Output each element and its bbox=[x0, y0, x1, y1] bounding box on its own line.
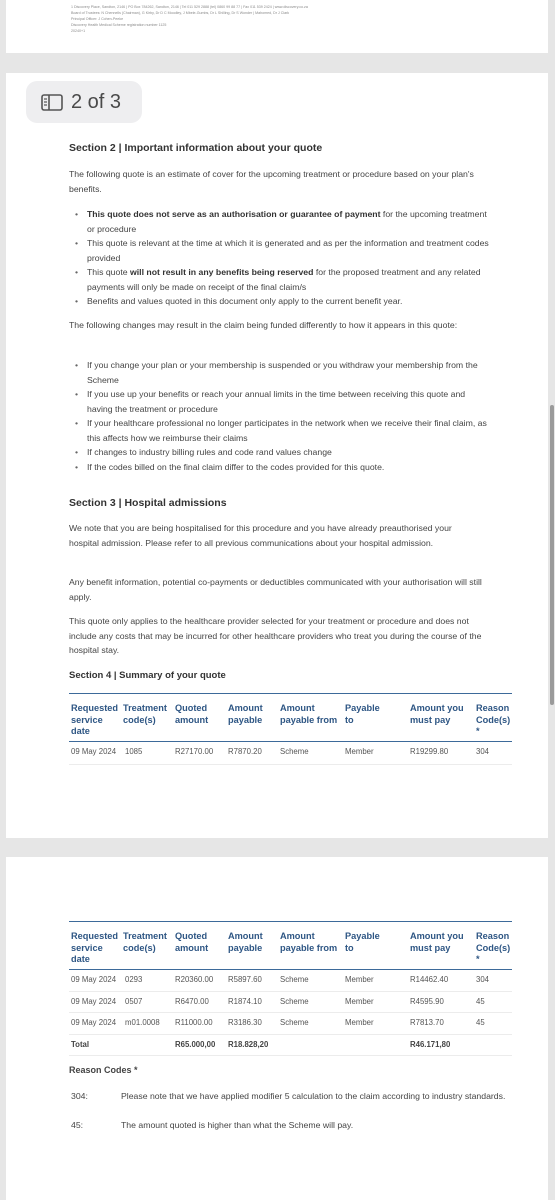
sidebar-icon bbox=[41, 94, 63, 111]
reason-code-text: The amount quoted is higher than what the Scheme will pay. bbox=[121, 1120, 354, 1130]
bullet-item: • This quote does not serve as an authorisation or guarantee of payment for the upcoming treatment or procedure bbox=[69, 207, 489, 236]
cell: m01.0008 bbox=[125, 1018, 160, 1027]
column-header: Amount payable bbox=[228, 931, 263, 953]
footer-line: Board of Trustees: N Chennells (Chairman), G Kirby, Dr D C Moodley, J Mbele-Gumbs, Dr L Shilling, Dr S Wonder | Mahomed, Dr J Clark bbox=[71, 11, 290, 15]
bullet-item: • If you use up your benefits or reach your annual limits in the time between receiving this quote and having the treatment or procedure bbox=[69, 387, 489, 416]
column-header: Reason Code(s) * bbox=[476, 703, 511, 736]
column-header: Requested service date bbox=[71, 931, 118, 964]
cell: Member bbox=[345, 996, 374, 1006]
section-3-paragraph: We note that you are being hospitalised for this procedure and you have already preauthorised your hospital admission. Please refer to all previous communications about your hospital admission. bbox=[69, 523, 452, 548]
section-3-heading: Section 3 | Hospital admissions bbox=[69, 497, 227, 509]
reason-code-text: Please note that we have applied modifier 5 calculation to the claim according to industry standards. bbox=[121, 1091, 506, 1101]
column-header: Treatment code(s) bbox=[123, 931, 167, 953]
footer-line: Principal Officer: J Cohen-Peeke bbox=[71, 17, 124, 21]
table-row bbox=[69, 992, 512, 1014]
cell: Scheme bbox=[280, 1018, 309, 1027]
footer-line: 1 Discovery Place, Sandton, 2146 | PO Box 784262, Sandton, 2146 | Tel 011 529 2888 (tel) 0860 99 88 77 | Fax 011 539 2424 | www.discovery.co.za bbox=[71, 5, 308, 9]
reason-code: 304: bbox=[71, 1091, 88, 1101]
cell: R19299.80 bbox=[410, 747, 449, 756]
table-total-row bbox=[69, 1035, 512, 1057]
column-header: Amount you must pay bbox=[410, 931, 464, 953]
cell: 45 bbox=[476, 996, 485, 1006]
bullet-item: • If the codes billed on the final claim differ to the codes provided for this quote. bbox=[69, 460, 489, 475]
cell: R65.000,00 bbox=[175, 1039, 216, 1049]
section-2-bullets bbox=[69, 207, 489, 309]
cell: 45 bbox=[476, 1018, 485, 1027]
cell: R5897.60 bbox=[228, 975, 262, 984]
bullet-item: • If you change your plan or your membership is suspended or you withdraw your membership from the Scheme bbox=[69, 358, 489, 387]
changes-intro: The following changes may result in the claim being funded differently to how it appears in this quote: bbox=[69, 320, 458, 330]
column-header: Reason Code(s) * bbox=[476, 931, 511, 964]
cell: Member bbox=[345, 1018, 374, 1027]
column-header: Requested service date bbox=[71, 703, 118, 736]
table-row bbox=[69, 1013, 512, 1035]
column-header: Payable to bbox=[345, 703, 380, 725]
cell: 0293 bbox=[125, 975, 143, 984]
summary-table bbox=[69, 693, 512, 765]
changes-list bbox=[69, 358, 489, 474]
section-4-heading: Section 4 | Summary of your quote bbox=[69, 670, 226, 681]
cell: Member bbox=[345, 747, 374, 756]
cell: 09 May 2024 bbox=[71, 996, 117, 1006]
section-3-paragraph: This quote only applies to the healthcare provider selected for your treatment or procedure and does not include any costs that may be incurred for other healthcare providers who treat you during the course of the hospital stay. bbox=[69, 616, 482, 655]
cell: 09 May 2024 bbox=[71, 1018, 117, 1027]
footer-line: Discovery Health Medical Scheme registration number 1125 bbox=[71, 23, 167, 27]
section-2-intro: The following quote is an estimate of cover for the upcoming treatment or procedure based on your plan's benefits. bbox=[69, 169, 474, 194]
bullet-item: • If your healthcare professional no longer participates in the network when we receive their final claim, as this affects how we reimburse their claims bbox=[69, 416, 489, 445]
cell: R4595.90 bbox=[410, 996, 444, 1006]
column-header: Treatment code(s) bbox=[123, 703, 167, 725]
scrollbar[interactable] bbox=[550, 405, 554, 705]
column-header: Amount payable from bbox=[280, 703, 338, 725]
cell: 1085 bbox=[125, 747, 143, 756]
cell: R18.828,20 bbox=[228, 1039, 269, 1049]
column-header: Amount payable from bbox=[280, 931, 338, 953]
cell: Member bbox=[345, 975, 374, 984]
bullet-item: • This quote will not result in any benefits being reserved for the proposed treatment and any related payments will only be made on receipt of the final claim/s bbox=[69, 265, 489, 294]
column-header: Quoted amount bbox=[175, 931, 209, 953]
table-row bbox=[69, 742, 512, 765]
footer-line: 20240+1 bbox=[71, 29, 86, 33]
cell: Scheme bbox=[280, 975, 309, 984]
section-2-heading: Section 2 | Important information about your quote bbox=[69, 142, 323, 154]
bullet-item: • If changes to industry billing rules and code rand values change bbox=[69, 445, 489, 460]
cell: 09 May 2024 bbox=[71, 747, 117, 756]
cell: 304 bbox=[476, 747, 490, 756]
reason-codes-label: Reason Codes * bbox=[69, 1065, 138, 1075]
bullet-item: • Benefits and values quoted in this document only apply to the current benefit year. bbox=[69, 294, 489, 309]
cell: Total bbox=[71, 1039, 90, 1049]
table-header bbox=[69, 693, 512, 742]
cell: R14462.40 bbox=[410, 975, 449, 984]
column-header: Amount payable bbox=[228, 703, 263, 725]
cell: 0507 bbox=[125, 996, 143, 1006]
cell: R3186.30 bbox=[228, 1018, 262, 1027]
cell: Scheme bbox=[280, 747, 309, 756]
reason-code: 45: bbox=[71, 1120, 84, 1130]
cell: R46.171,80 bbox=[410, 1039, 451, 1049]
cell: Scheme bbox=[280, 996, 309, 1006]
bullet-item: • This quote is relevant at the time at which it is generated and as per the information and treatment codes provided bbox=[69, 236, 489, 265]
summary-table-continued bbox=[69, 921, 512, 1056]
cell: R7870.20 bbox=[228, 747, 262, 756]
cell: R20360.00 bbox=[175, 975, 214, 984]
cell: R7813.70 bbox=[410, 1018, 444, 1027]
column-header: Amount you must pay bbox=[410, 703, 464, 725]
table-row bbox=[69, 970, 512, 992]
cell: 304 bbox=[476, 975, 490, 984]
cell: R27170.00 bbox=[175, 747, 214, 756]
cell: R1874.10 bbox=[228, 996, 262, 1006]
cell: R11000.00 bbox=[175, 1018, 213, 1027]
section-3-paragraph: Any benefit information, potential co-payments or deductibles communicated with your authorisation will still apply. bbox=[69, 577, 482, 602]
page-indicator-label: 2 of 3 bbox=[71, 90, 122, 113]
column-header: Payable to bbox=[345, 931, 380, 953]
cell: 09 May 2024 bbox=[71, 975, 117, 984]
cell: R6470.00 bbox=[175, 996, 209, 1006]
page-indicator[interactable] bbox=[26, 81, 142, 123]
column-header: Quoted amount bbox=[175, 703, 209, 725]
table-header bbox=[69, 921, 512, 970]
